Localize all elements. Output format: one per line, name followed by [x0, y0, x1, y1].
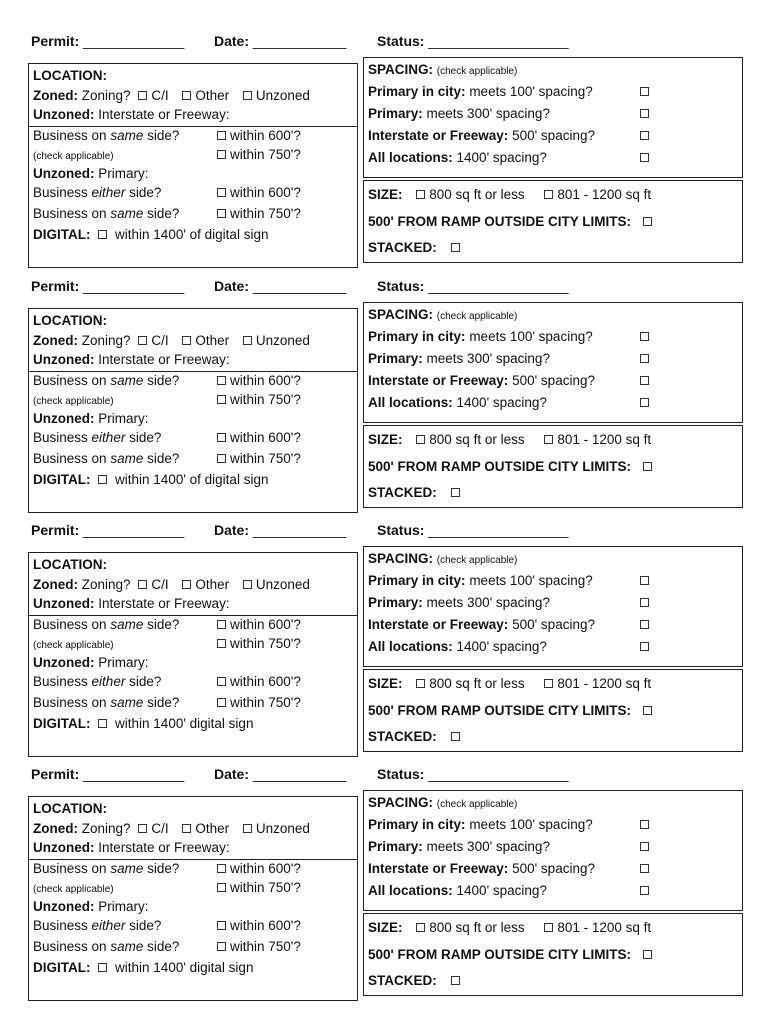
- spacing-primary-row: Primary: meets 300' spacing?: [368, 837, 738, 857]
- checkbox-within-750[interactable]: [217, 639, 226, 648]
- location-box: [28, 796, 358, 1001]
- size-row: SIZE: 800 sq ft or less 801 - 1200 sq ft: [368, 187, 652, 202]
- checkbox-spacing-300[interactable]: [640, 598, 649, 607]
- date-field[interactable]: [214, 30, 346, 52]
- ramp-row: 500' FROM RAMP OUTSIDE CITY LIMITS:: [368, 701, 738, 721]
- date-blank[interactable]: ____________: [252, 33, 347, 49]
- spacing-all-row: All locations: 1400' spacing?: [368, 393, 738, 413]
- status-label: Status:: [377, 278, 425, 294]
- checkbox-spacing-1400[interactable]: [640, 886, 649, 895]
- spacing-title-row: SPACING: (check applicable): [368, 307, 518, 322]
- checkbox-same-750[interactable]: [217, 698, 226, 707]
- zoned-row: Zoned: Zoning? C/I Other Unzoned: [33, 821, 310, 836]
- checkbox-spacing-100[interactable]: [640, 576, 649, 585]
- spacing-interstate-row: Interstate or Freeway: 500' spacing?: [368, 126, 738, 146]
- checkbox-digital[interactable]: [98, 963, 107, 972]
- checkbox-size-800[interactable]: [416, 435, 425, 444]
- location-title: LOCATION:: [33, 68, 107, 83]
- same-side-600-row: Business on same side? within 600'?: [33, 373, 301, 388]
- checkbox-ci[interactable]: [138, 336, 147, 345]
- checkbox-same-750[interactable]: [217, 209, 226, 218]
- same-side-750-row: Business on same side? within 750'?: [33, 206, 301, 221]
- ramp-row: 500' FROM RAMP OUTSIDE CITY LIMITS:: [368, 457, 738, 477]
- checkbox-either-600[interactable]: [217, 188, 226, 197]
- checkbox-either-600[interactable]: [217, 677, 226, 686]
- spacing-primary-city-row: Primary in city: meets 100' spacing?: [368, 327, 738, 347]
- spacing-primary-row: Primary: meets 300' spacing?: [368, 593, 738, 613]
- status-blank[interactable]: __________________: [428, 278, 569, 294]
- same-side-750-row: Business on same side? within 750'?: [33, 451, 301, 466]
- checkbox-spacing-300[interactable]: [640, 354, 649, 363]
- status-field[interactable]: [377, 275, 569, 297]
- checkbox-size-1200[interactable]: [544, 190, 553, 199]
- checkbox-ramp[interactable]: [643, 217, 652, 226]
- checkbox-stacked[interactable]: [451, 488, 460, 497]
- date-label: Date:: [214, 522, 250, 538]
- checkbox-ci[interactable]: [138, 824, 147, 833]
- checkbox-size-1200[interactable]: [544, 923, 553, 932]
- permit-field[interactable]: [31, 275, 184, 297]
- checkbox-within-600[interactable]: [217, 131, 226, 140]
- stacked-row: STACKED:: [368, 971, 738, 991]
- checkbox-unzoned[interactable]: [243, 91, 252, 100]
- spacing-box: [363, 302, 743, 423]
- checkbox-digital[interactable]: [98, 719, 107, 728]
- date-label: Date:: [214, 33, 250, 49]
- digital-row: DIGITAL: within 1400' digital sign: [33, 716, 254, 731]
- check-applicable-750-row: (check applicable) within 750'?: [33, 636, 301, 651]
- checkbox-same-750[interactable]: [217, 942, 226, 951]
- status-label: Status:: [377, 33, 425, 49]
- permit-block: [0, 30, 770, 274]
- date-blank[interactable]: ____________: [252, 766, 347, 782]
- zoned-row: Zoned: Zoning? C/I Other Unzoned: [33, 333, 310, 348]
- digital-text: within 1400' digital sign: [115, 960, 254, 975]
- checkbox-other[interactable]: [182, 91, 191, 100]
- checkbox-spacing-300[interactable]: [640, 109, 649, 118]
- spacing-all-row: All locations: 1400' spacing?: [368, 881, 738, 901]
- checkbox-spacing-300[interactable]: [640, 842, 649, 851]
- status-field[interactable]: [377, 763, 569, 785]
- spacing-title-row: SPACING: (check applicable): [368, 795, 518, 810]
- date-field[interactable]: [214, 519, 346, 541]
- permit-blank[interactable]: _____________: [83, 278, 185, 294]
- permit-blank[interactable]: _____________: [83, 766, 185, 782]
- checkbox-same-750[interactable]: [217, 454, 226, 463]
- same-side-600-row: Business on same side? within 600'?: [33, 617, 301, 632]
- date-label: Date:: [214, 766, 250, 782]
- checkbox-size-800[interactable]: [416, 190, 425, 199]
- checkbox-other[interactable]: [182, 824, 191, 833]
- zoned-row: Zoned: Zoning? C/I Other Unzoned: [33, 88, 310, 103]
- stacked-row: STACKED:: [368, 483, 738, 503]
- size-row: SIZE: 800 sq ft or less 801 - 1200 sq ft: [368, 920, 652, 935]
- checkbox-ci[interactable]: [138, 91, 147, 100]
- checkbox-spacing-100[interactable]: [640, 820, 649, 829]
- checkbox-unzoned[interactable]: [243, 580, 252, 589]
- checkbox-ramp[interactable]: [643, 950, 652, 959]
- checkbox-stacked[interactable]: [451, 732, 460, 741]
- checkbox-spacing-1400[interactable]: [640, 398, 649, 407]
- same-side-750-row: Business on same side? within 750'?: [33, 695, 301, 710]
- location-box: [28, 308, 358, 513]
- permit-block: [0, 763, 770, 1007]
- either-side-600-row: Business either side? within 600'?: [33, 430, 301, 445]
- checkbox-stacked[interactable]: [451, 243, 460, 252]
- spacing-box: [363, 57, 743, 178]
- checkbox-either-600[interactable]: [217, 921, 226, 930]
- checkbox-spacing-100[interactable]: [640, 87, 649, 96]
- spacing-primary-city-row: Primary in city: meets 100' spacing?: [368, 571, 738, 591]
- spacing-primary-city-row: Primary in city: meets 100' spacing?: [368, 815, 738, 835]
- unzoned-primary-row: Unzoned: Primary:: [33, 166, 149, 181]
- digital-text: within 1400' of digital sign: [115, 472, 269, 487]
- spacing-all-row: All locations: 1400' spacing?: [368, 148, 738, 168]
- status-field[interactable]: [377, 30, 569, 52]
- permit-block: [0, 519, 770, 763]
- ramp-row: 500' FROM RAMP OUTSIDE CITY LIMITS:: [368, 945, 738, 965]
- ramp-row: 500' FROM RAMP OUTSIDE CITY LIMITS:: [368, 212, 738, 232]
- status-field[interactable]: [377, 519, 569, 541]
- zoned-row: Zoned: Zoning? C/I Other Unzoned: [33, 577, 310, 592]
- digital-row: DIGITAL: within 1400' of digital sign: [33, 472, 269, 487]
- spacing-all-row: All locations: 1400' spacing?: [368, 637, 738, 657]
- checkbox-digital[interactable]: [98, 475, 107, 484]
- checkbox-within-750[interactable]: [217, 883, 226, 892]
- size-row: SIZE: 800 sq ft or less 801 - 1200 sq ft: [368, 676, 652, 691]
- spacing-primary-row: Primary: meets 300' spacing?: [368, 349, 738, 369]
- digital-row: DIGITAL: within 1400' digital sign: [33, 960, 254, 975]
- checkbox-digital[interactable]: [98, 230, 107, 239]
- date-field[interactable]: [214, 763, 346, 785]
- location-title: LOCATION:: [33, 313, 107, 328]
- spacing-box: [363, 790, 743, 911]
- unzoned-interstate-row: Unzoned: Interstate or Freeway:: [33, 352, 230, 367]
- checkbox-either-600[interactable]: [217, 433, 226, 442]
- size-box: [363, 425, 743, 508]
- checkbox-other[interactable]: [182, 336, 191, 345]
- checkbox-within-600[interactable]: [217, 376, 226, 385]
- status-label: Status:: [377, 766, 425, 782]
- check-applicable-750-row: (check applicable) within 750'?: [33, 392, 301, 407]
- permit-blank[interactable]: _____________: [83, 33, 185, 49]
- unzoned-primary-row: Unzoned: Primary:: [33, 655, 149, 670]
- spacing-primary-row: Primary: meets 300' spacing?: [368, 104, 738, 124]
- permit-label: Permit:: [31, 766, 80, 782]
- checkbox-within-750[interactable]: [217, 395, 226, 404]
- digital-text: within 1400' digital sign: [115, 716, 254, 731]
- checkbox-spacing-500[interactable]: [640, 131, 649, 140]
- location-title: LOCATION:: [33, 557, 107, 572]
- checkbox-spacing-1400[interactable]: [640, 153, 649, 162]
- checkbox-unzoned[interactable]: [243, 336, 252, 345]
- spacing-box: [363, 546, 743, 667]
- unzoned-interstate-row: Unzoned: Interstate or Freeway:: [33, 596, 230, 611]
- checkbox-within-600[interactable]: [217, 620, 226, 629]
- unzoned-interstate-row: Unzoned: Interstate or Freeway:: [33, 107, 230, 122]
- permit-label: Permit:: [31, 278, 80, 294]
- spacing-primary-city-row: Primary in city: meets 100' spacing?: [368, 82, 738, 102]
- permit-block: [0, 275, 770, 519]
- unzoned-primary-row: Unzoned: Primary:: [33, 899, 149, 914]
- permit-field[interactable]: [31, 519, 184, 541]
- check-applicable-750-row: (check applicable) within 750'?: [33, 147, 301, 162]
- checkbox-size-800[interactable]: [416, 679, 425, 688]
- permit-label: Permit:: [31, 522, 80, 538]
- checkbox-other[interactable]: [182, 580, 191, 589]
- date-blank[interactable]: ____________: [252, 278, 347, 294]
- size-row: SIZE: 800 sq ft or less 801 - 1200 sq ft: [368, 432, 652, 447]
- checkbox-size-1200[interactable]: [544, 679, 553, 688]
- size-box: [363, 913, 743, 996]
- checkbox-size-800[interactable]: [416, 923, 425, 932]
- checkbox-stacked[interactable]: [451, 976, 460, 985]
- permit-field[interactable]: [31, 30, 184, 52]
- same-side-750-row: Business on same side? within 750'?: [33, 939, 301, 954]
- checkbox-within-600[interactable]: [217, 864, 226, 873]
- checkbox-spacing-500[interactable]: [640, 864, 649, 873]
- either-side-600-row: Business either side? within 600'?: [33, 674, 301, 689]
- status-blank[interactable]: __________________: [428, 766, 569, 782]
- spacing-interstate-row: Interstate or Freeway: 500' spacing?: [368, 859, 738, 879]
- same-side-600-row: Business on same side? within 600'?: [33, 128, 301, 143]
- date-label: Date:: [214, 278, 250, 294]
- either-side-600-row: Business either side? within 600'?: [33, 918, 301, 933]
- same-side-600-row: Business on same side? within 600'?: [33, 861, 301, 876]
- checkbox-ramp[interactable]: [643, 706, 652, 715]
- spacing-interstate-row: Interstate or Freeway: 500' spacing?: [368, 615, 738, 635]
- check-applicable-750-row: (check applicable) within 750'?: [33, 880, 301, 895]
- status-blank[interactable]: __________________: [428, 522, 569, 538]
- unzoned-primary-row: Unzoned: Primary:: [33, 411, 149, 426]
- checkbox-size-1200[interactable]: [544, 435, 553, 444]
- spacing-title-row: SPACING: (check applicable): [368, 62, 518, 77]
- date-blank[interactable]: ____________: [252, 522, 347, 538]
- location-box: [28, 552, 358, 757]
- checkbox-spacing-1400[interactable]: [640, 642, 649, 651]
- checkbox-unzoned[interactable]: [243, 824, 252, 833]
- permit-field[interactable]: [31, 763, 184, 785]
- either-side-600-row: Business either side? within 600'?: [33, 185, 301, 200]
- size-box: [363, 669, 743, 752]
- unzoned-interstate-row: Unzoned: Interstate or Freeway:: [33, 840, 230, 855]
- size-box: [363, 180, 743, 263]
- checkbox-ramp[interactable]: [643, 462, 652, 471]
- stacked-row: STACKED:: [368, 727, 738, 747]
- digital-text: within 1400' of digital sign: [115, 227, 269, 242]
- spacing-interstate-row: Interstate or Freeway: 500' spacing?: [368, 371, 738, 391]
- checkbox-spacing-100[interactable]: [640, 332, 649, 341]
- digital-row: DIGITAL: within 1400' of digital sign: [33, 227, 269, 242]
- checkbox-ci[interactable]: [138, 580, 147, 589]
- location-box: [28, 63, 358, 268]
- date-field[interactable]: [214, 275, 346, 297]
- permit-label: Permit:: [31, 33, 80, 49]
- spacing-title-row: SPACING: (check applicable): [368, 551, 518, 566]
- permit-blank[interactable]: _____________: [83, 522, 185, 538]
- checkbox-spacing-500[interactable]: [640, 376, 649, 385]
- status-label: Status:: [377, 522, 425, 538]
- checkbox-within-750[interactable]: [217, 150, 226, 159]
- location-title: LOCATION:: [33, 801, 107, 816]
- checkbox-spacing-500[interactable]: [640, 620, 649, 629]
- status-blank[interactable]: __________________: [428, 33, 569, 49]
- stacked-row: STACKED:: [368, 238, 738, 258]
